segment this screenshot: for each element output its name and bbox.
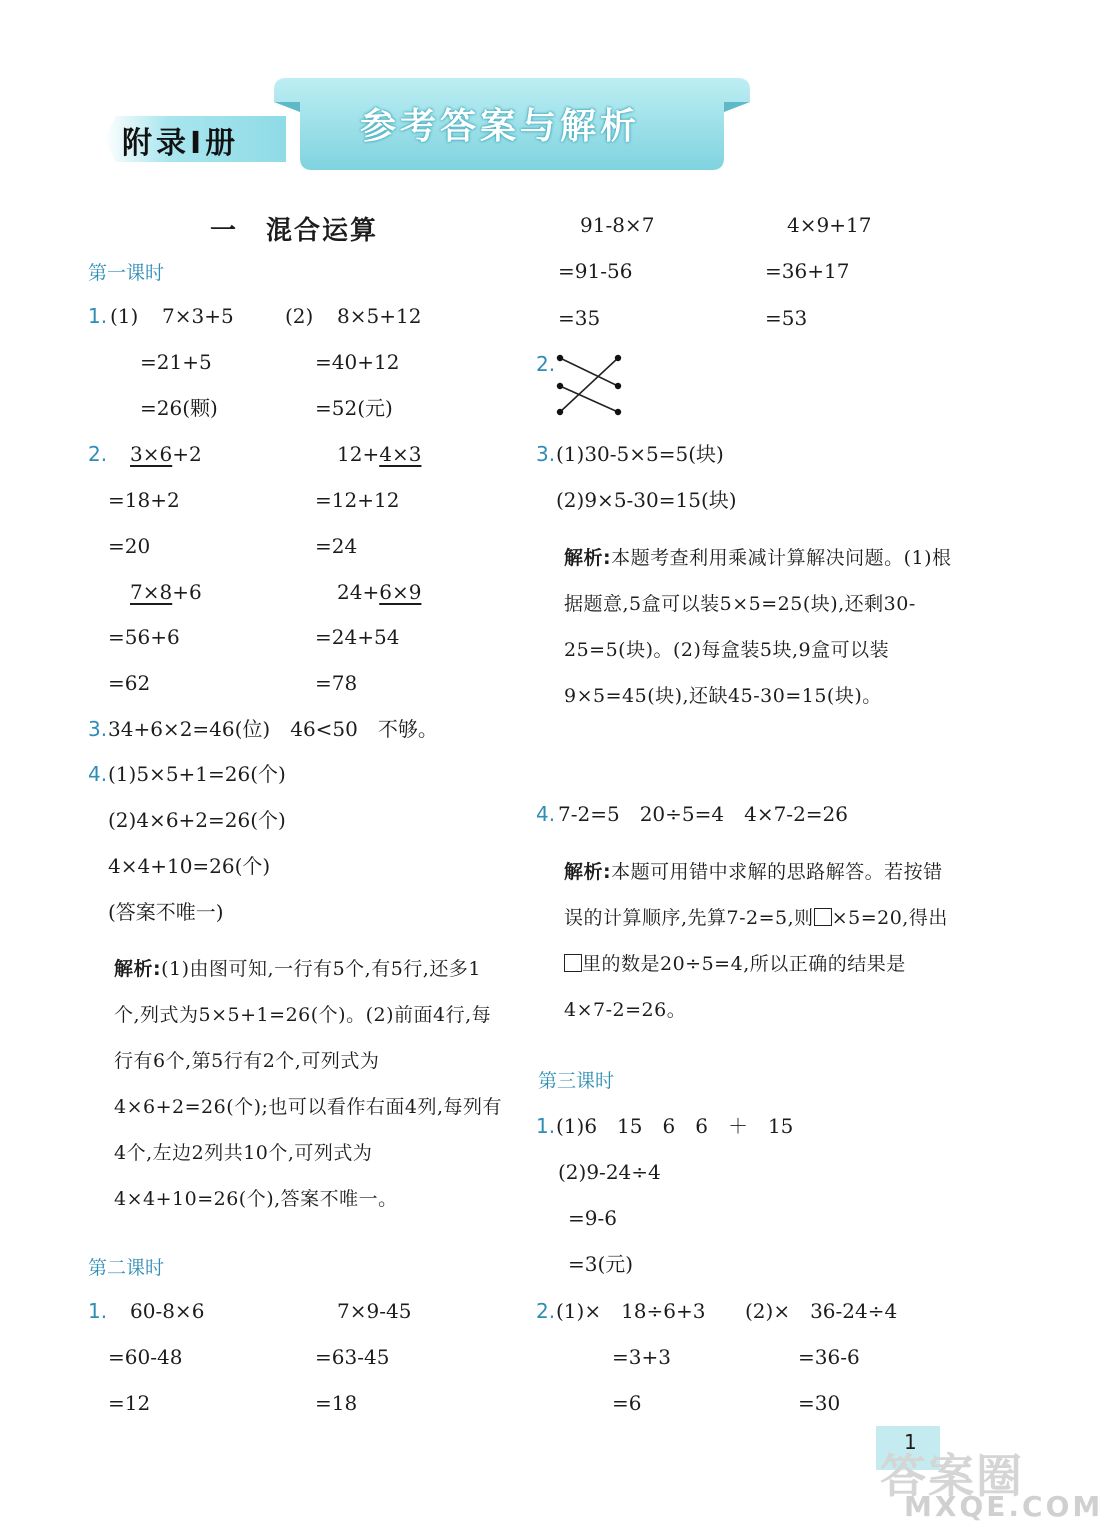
l2-q1d-line3: =53: [765, 306, 808, 330]
l2-q4-text: 7-2=5 20÷5=4 4×7-2=26: [558, 802, 848, 826]
l1-q1b-line1: 8×5+12: [337, 304, 422, 328]
l2-q3-explanation: 解析:本题考查利用乘减计算解决问题。(1)根据题意,5盒可以装5×5=25(块),还剩30-25=5(块)。(2)每盒装5块,9盒可以装9×5=45(块),还缺45-30=15(块)。: [564, 547, 952, 707]
l1-q2a-line3: =20: [108, 534, 151, 558]
l3-q1-number: 1.: [536, 1114, 556, 1138]
l2-q1d-line1: 4×9+17: [787, 213, 872, 237]
l1-q1-number: 1.: [88, 304, 108, 328]
l2-q4-number: 4.: [536, 802, 556, 826]
l3-q2b-head: (2)× 36-24÷4: [745, 1299, 898, 1323]
l1-explanation: 解析:(1)由图可知,一行有5个,有5行,还多1个,列式为5×5+1=26(个)。(2)前面4行,每行有6个,第5行有2个,可列式为4×6+2=26(个);也可以看作右面4列,每列有4个,左边2列共10个,可列式为4×4+10=26(个),答案不唯一。: [114, 958, 503, 1210]
chapter-title: 一 混合运算: [210, 216, 379, 246]
page-number: 1: [904, 1430, 917, 1454]
l2-q1b-line2: =63-45: [315, 1345, 390, 1369]
l1-q4-line2: (2)4×6+2=26(个): [108, 808, 286, 832]
l1-q2b-expr: 12+4×3: [337, 442, 422, 466]
l1-q1b-line2: =40+12: [315, 350, 400, 374]
l1-q3-number: 3.: [88, 717, 108, 741]
l1-q1a-line2: =21+5: [140, 350, 212, 374]
l2-q4-explanation: 解析:本题可用错中求解的思路解答。若按错误的计算顺序,先算7-2=5,则 ×5=20,得出里的数是20÷5=4,所以正确的结果是4×7-2=26。: [564, 861, 948, 1021]
l1-q4-line4: (答案不唯一): [108, 900, 224, 924]
l2-q1a-line1: 60-8×6: [130, 1299, 205, 1323]
l1-q1a-line1: 7×3+5: [162, 304, 234, 328]
l1-q2d-line3: =78: [315, 671, 358, 695]
appendix-label: 附录Ⅰ册: [122, 126, 240, 161]
l1-q1b-label: (2): [285, 304, 314, 328]
l3-q1-line2: (2)9-24÷4: [558, 1160, 661, 1184]
lesson2-title: 第二课时: [88, 1257, 165, 1279]
l2-q1a-line3: =12: [108, 1391, 151, 1415]
l1-q1a-label: (1): [110, 304, 139, 328]
matching-lines-diagram: [552, 350, 628, 420]
watermark-url: MXQE.COM: [904, 1490, 1103, 1523]
l1-q2a-expr: 3×6+2: [130, 442, 202, 466]
l2-q1c-line2: =91-56: [558, 259, 633, 283]
l3-q1-line1: (1)6 15 6 6 ＋ 15: [556, 1114, 794, 1138]
l1-q4-line3: 4×4+10=26(个): [108, 854, 271, 878]
lesson1-title: 第一课时: [88, 262, 165, 284]
l2-q1b-line1: 7×9-45: [337, 1299, 412, 1323]
l2-q1c-line3: =35: [558, 306, 601, 330]
l1-q2c-line2: =56+6: [108, 625, 180, 649]
l2-q1b-line3: =18: [315, 1391, 358, 1415]
l3-q2-number: 2.: [536, 1299, 556, 1323]
l1-q2c-line3: =62: [108, 671, 151, 695]
l2-q1a-line2: =60-48: [108, 1345, 183, 1369]
l1-q2d-line2: =24+54: [315, 625, 400, 649]
blank-box-icon: [564, 954, 582, 972]
l1-q4-number: 4.: [88, 762, 108, 786]
l2-q2-number: 2.: [536, 352, 556, 376]
l1-q2a-line2: =18+2: [108, 488, 180, 512]
l2-q3-line1: (1)30-5×5=5(块): [556, 442, 724, 466]
banner-title: 参考答案与解析: [360, 106, 641, 147]
l3-q2b-line2: =36-6: [798, 1345, 860, 1369]
l1-q2-number: 2.: [88, 442, 108, 466]
blank-box-icon: [814, 908, 832, 926]
l2-q3-number: 3.: [536, 442, 556, 466]
l2-q1d-line2: =36+17: [765, 259, 850, 283]
l2-q1c-line1: 91-8×7: [580, 213, 655, 237]
l2-q3-line2: (2)9×5-30=15(块): [556, 488, 737, 512]
l1-q3-text: 34+6×2=46(位) 46<50 不够。: [108, 717, 438, 741]
l3-q2a-line2: =3+3: [612, 1345, 671, 1369]
watermark-logo: 答案圈: [880, 1449, 1024, 1503]
l1-q2b-line2: =12+12: [315, 488, 400, 512]
l3-q2a-head: (1)× 18÷6+3: [556, 1299, 706, 1323]
l1-q2d-expr: 24+6×9: [337, 580, 422, 604]
l1-q1a-line3: =26(颗): [140, 396, 218, 420]
l3-q1-line4: =3(元): [568, 1252, 634, 1276]
l1-q2b-line3: =24: [315, 534, 358, 558]
l3-q2b-line3: =30: [798, 1391, 841, 1415]
lesson3-title: 第三课时: [538, 1070, 615, 1092]
l1-q2c-expr: 7×8+6: [130, 580, 202, 604]
l1-q4-line1: (1)5×5+1=26(个): [108, 762, 286, 786]
l3-q2a-line3: =6: [612, 1391, 642, 1415]
l3-q1-line3: =9-6: [568, 1206, 617, 1230]
l2-q1-number: 1.: [88, 1299, 108, 1323]
l1-q1b-line3: =52(元): [315, 396, 393, 420]
